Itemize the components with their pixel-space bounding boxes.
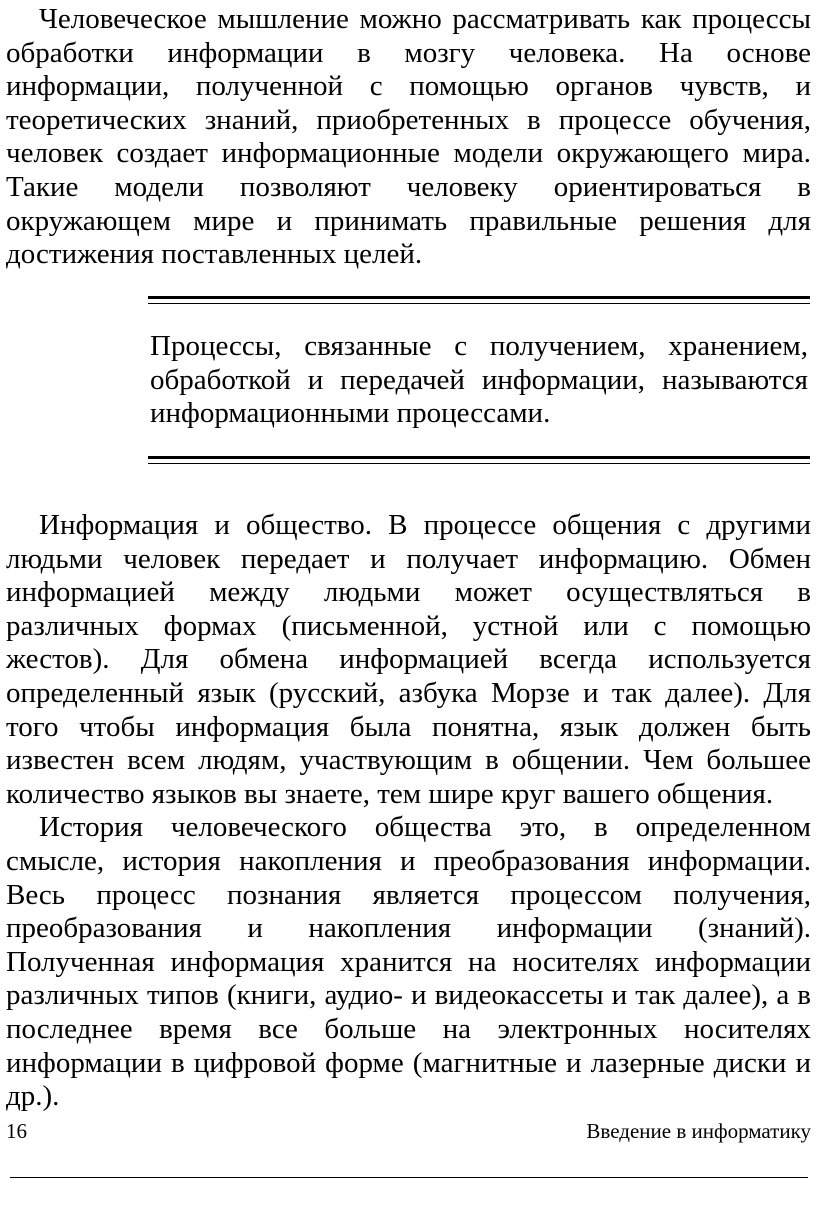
society-paragraph-2: История человеческого общества это, в определенном смысле, история накопления и преобразования информации. Весь процесс познания является процессом получения, преобразования и накопления информации (знаний). Полученная информация хранится на носителях информации различных типов (книги, аудио- и видеокассеты и так далее), а в последнее время все больше на электронных носителях информации в цифровой форме (магнитные и лазерные диски и др.). bbox=[6, 811, 811, 1113]
page-number: 16 bbox=[6, 1119, 27, 1143]
society-paragraph-1: Информация и общество. В процессе общения с другими людьми человек передает и получает информацию. Обмен информацией между людьми может осуществляться в различных формах (письменной, устной или с помощью жестов). Для обмена информацией всегда используется определенный язык (русский, азбука Морзе и так далее). Для того чтобы информация была понятна, язык должен быть известен всем людям, участвующим в общении. Чем большее количество языков вы знаете, тем шире круг вашего общения. bbox=[6, 509, 811, 810]
definition-text: Процессы, связанные с получением, хранением, обработкой и передачей информации, называются информационными процессами. bbox=[150, 330, 808, 430]
definition-box bbox=[148, 296, 810, 470]
society-section bbox=[6, 509, 811, 1114]
page-footer bbox=[6, 1119, 811, 1149]
footer-rule bbox=[10, 1177, 808, 1178]
intro-section bbox=[6, 3, 811, 272]
intro-paragraph: Человеческое мышление можно рассматривать как процессы обработки информации в мозгу человека. На основе информации, полученной с помощью органов чувств, и теоретических знаний, приобретенных в процессе обучения, человек создает информационные модели окружающего мира. Такие модели позволяют человеку ориентироваться в окружающем мире и принимать правильные решения для достижения поставленных целей. bbox=[6, 3, 811, 271]
definition-top-rule bbox=[148, 296, 810, 304]
running-title: Введение в информатику bbox=[586, 1119, 811, 1143]
definition-bottom-rule bbox=[148, 456, 810, 464]
